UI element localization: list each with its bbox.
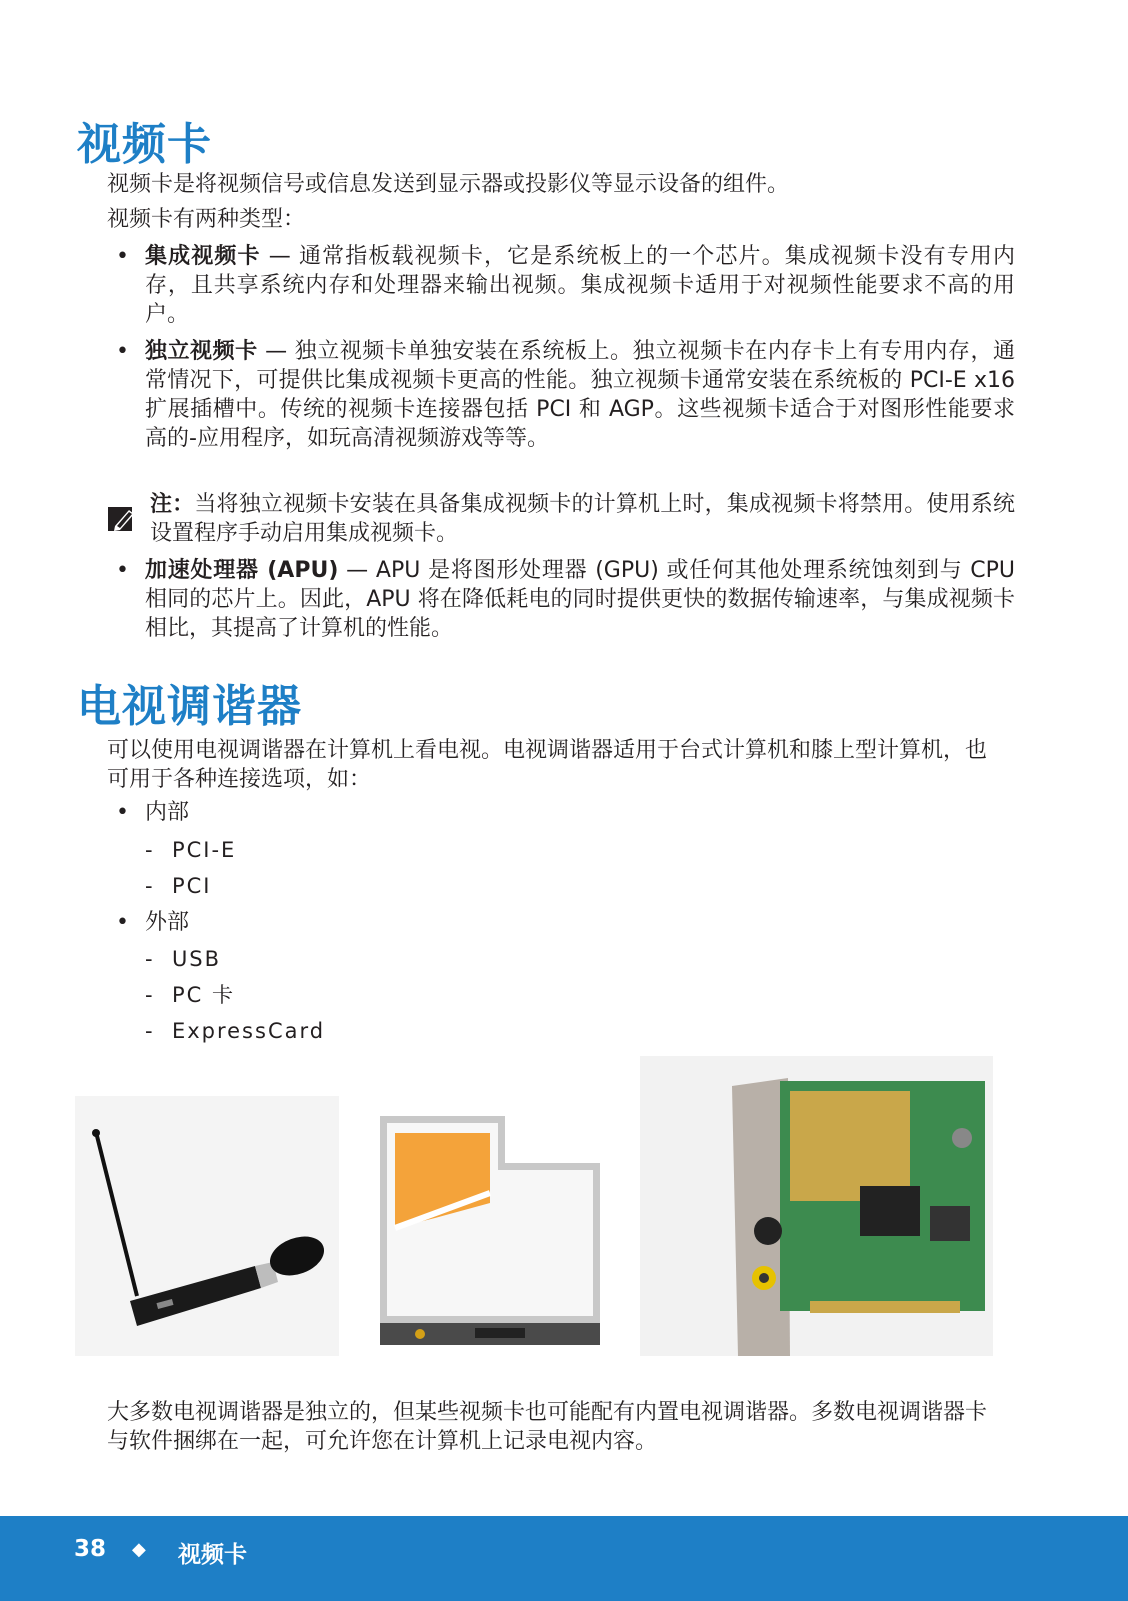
term-integrated: 集成视频卡: [145, 244, 261, 269]
list-item-apu: [145, 556, 1015, 643]
dash: —: [260, 244, 299, 269]
tv-tuner-intro: 可以使用电视调谐器在计算机上看电视。电视调谐器适用于台式计算机和膝上型计算机，也可用于各种连接选项，如：: [107, 738, 988, 792]
group-internal-label: 内部: [145, 800, 190, 825]
note-paragraph: [150, 490, 1015, 548]
term-discrete: 独立视频卡: [145, 339, 258, 364]
bullet-icon: •: [116, 558, 129, 583]
sub-item: - ExpressCard: [145, 1019, 326, 1043]
page-number: 38: [74, 1536, 107, 1562]
bullet-icon: •: [116, 244, 129, 269]
note-text: 当将独立视频卡安装在具备集成视频卡的计算机上时，集成视频卡将禁用。使用系统设置程序手动启用集成视频卡。: [150, 492, 1015, 546]
diamond-separator-icon: ◆: [132, 1539, 146, 1560]
section-title-tv-tuner: 电视调谐器: [77, 681, 302, 732]
dash: —: [338, 558, 376, 583]
note-label: 注：: [150, 492, 195, 517]
list-item-integrated: [145, 242, 1015, 329]
expresscard-tuner-photo: [365, 1108, 610, 1348]
bullet-icon: •: [116, 339, 129, 364]
sub-item-label: PCI-E: [171, 838, 237, 862]
pci-tv-tuner-card-photo: [640, 1056, 993, 1356]
types-paragraph: 视频卡有两种类型：: [107, 207, 306, 232]
sub-item: - PC 卡: [145, 983, 235, 1007]
closing-paragraph: 大多数电视调谐器是独立的，但某些视频卡也可能配有内置电视调谐器。多数电视调谐器卡与软件捆绑在一起，可允许您在计算机上记录电视内容。: [107, 1400, 988, 1454]
section-title-video-card: 视频卡: [77, 119, 212, 170]
sub-item-label: ExpressCard: [171, 1019, 326, 1043]
desc-integrated: 通常指板载视频卡，它是系统板上的一个芯片。集成视频卡没有专用内存，且共享系统内存和处理器来输出视频。集成视频卡适用于对视频性能要求不高的用户。: [145, 244, 1015, 327]
usb-tv-tuner-photo: [75, 1096, 339, 1356]
footer-section-title: 视频卡: [178, 1542, 247, 1568]
bullet-icon: •: [116, 910, 129, 935]
sub-item-label: PC 卡: [171, 983, 235, 1007]
intro-paragraph: 视频卡是将视频信号或信息发送到显示器或投影仪等显示设备的组件。: [107, 172, 790, 197]
note-pencil-icon: [107, 504, 137, 534]
page-footer: [0, 1516, 1128, 1601]
sub-item: - PCI: [145, 874, 212, 898]
bullet-icon: •: [116, 800, 129, 825]
dash: —: [257, 339, 295, 364]
list-item-discrete: [145, 337, 1015, 453]
sub-item: - PCI-E: [145, 838, 237, 862]
desc-discrete: 独立视频卡单独安装在系统板上。独立视频卡在内存卡上有专用内存，通常情况下，可提供比集成视频卡更高的性能。独立视频卡通常安装在系统板的 PCI-E x16 扩展插槽中。传统的视频卡连接器包括 PCI 和 AGP。这些视频卡适合于对图形性能要求高的-应用程序，如玩高清视频游戏等等。: [145, 339, 1015, 451]
term-apu: 加速处理器 (APU): [145, 558, 339, 583]
group-external-label: 外部: [145, 910, 190, 935]
desc-apu: APU 是将图形处理器 (GPU) 或任何其他处理系统蚀刻到与 CPU 相同的芯片上。因此，APU 将在降低耗电的同时提供更快的数据传输速率，与集成视频卡相比，其提高了计算机的性能。: [145, 558, 1015, 641]
sub-item: - USB: [145, 947, 222, 971]
sub-item-label: PCI: [171, 874, 212, 898]
sub-item-label: USB: [171, 947, 222, 971]
